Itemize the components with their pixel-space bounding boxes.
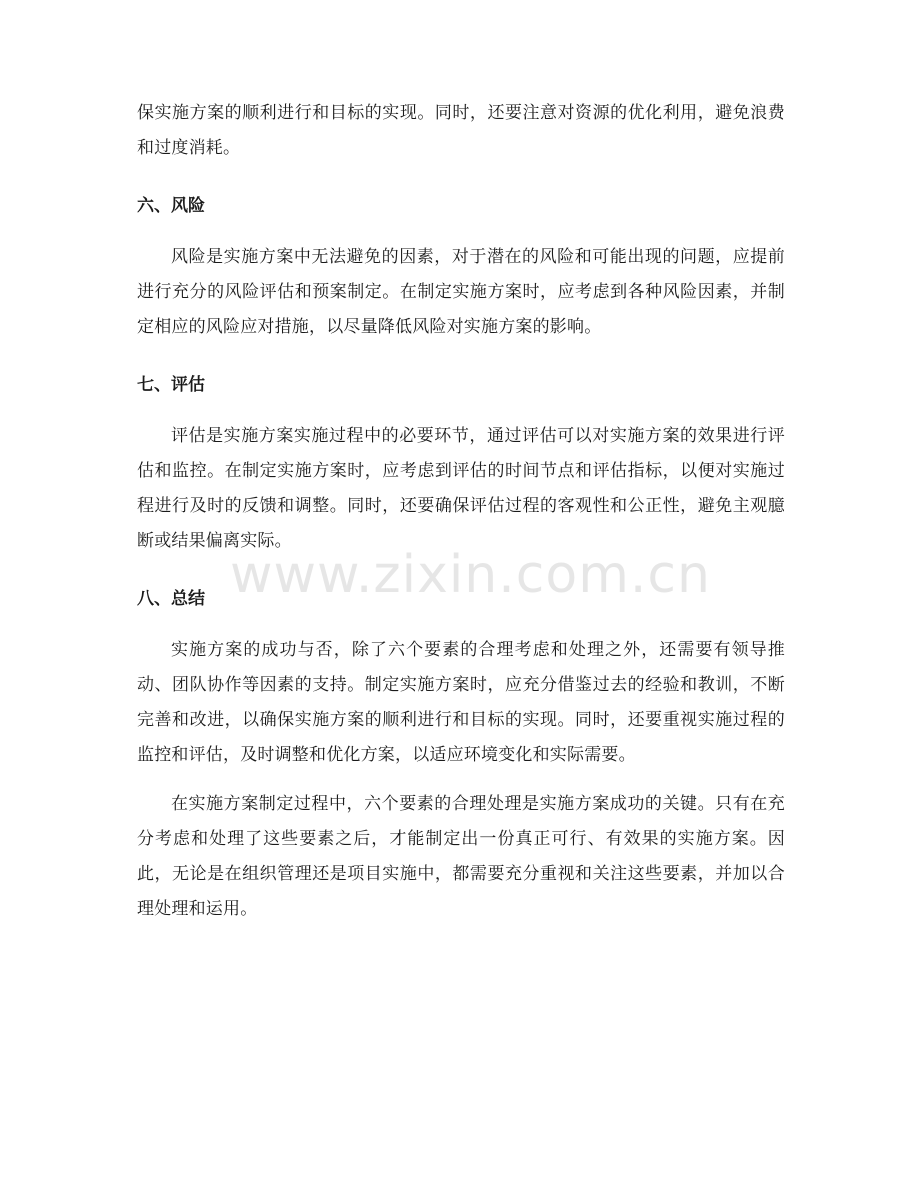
section-paragraph-summary-1: 实施方案的成功与否，除了六个要素的合理考虑和处理之外，还需要有领导推动、团队协作等因素的支持。制定实施方案时，应充分借鉴过去的经验和教训，不断完善和改进，以确保实施方案的顺利进行和目标的实现。同时，还要重视实施过程的监控和评估，及时调整和优化方案，以适应环境变化和实际需要。	[137, 640, 785, 765]
section-paragraph-evaluation: 评估是实施方案实施过程中的必要环节，通过评估可以对实施方案的效果进行评估和监控。在制定实施方案时，应考虑到评估的时间节点和评估指标，以便对实施过程进行及时的反馈和调整。同时，还要确保评估过程的客观性和公正性，避免主观臆断或结果偏离实际。	[137, 426, 785, 551]
section-paragraph-summary-2: 在实施方案制定过程中，六个要素的合理处理是实施方案成功的关键。只有在充分考虑和处理了这些要素之后，才能制定出一份真正可行、有效果的实施方案。因此，无论是在组织管理还是项目实施中，都需要充分重视和关注这些要素，并加以合理处理和运用。	[137, 794, 785, 919]
document-page	[137, 96, 785, 927]
watermark-text: www.zixin.com.cn	[230, 545, 711, 605]
section-paragraph-risk: 风险是实施方案中无法避免的因素，对于潜在的风险和可能出现的问题，应提前进行充分的风险评估和预案制定。在制定实施方案时，应考虑到各种风险因素，并制定相应的风险应对措施，以尽量降低风险对实施方案的影响。	[137, 247, 785, 337]
section-heading-risk: 六、风险	[137, 196, 205, 216]
opening-paragraph: 保实施方案的顺利进行和目标的实现。同时，还要注意对资源的优化利用，避免浪费和过度消耗。	[137, 103, 785, 158]
section-heading-evaluation: 七、评估	[137, 375, 205, 395]
section-heading-summary: 八、总结	[137, 589, 205, 609]
